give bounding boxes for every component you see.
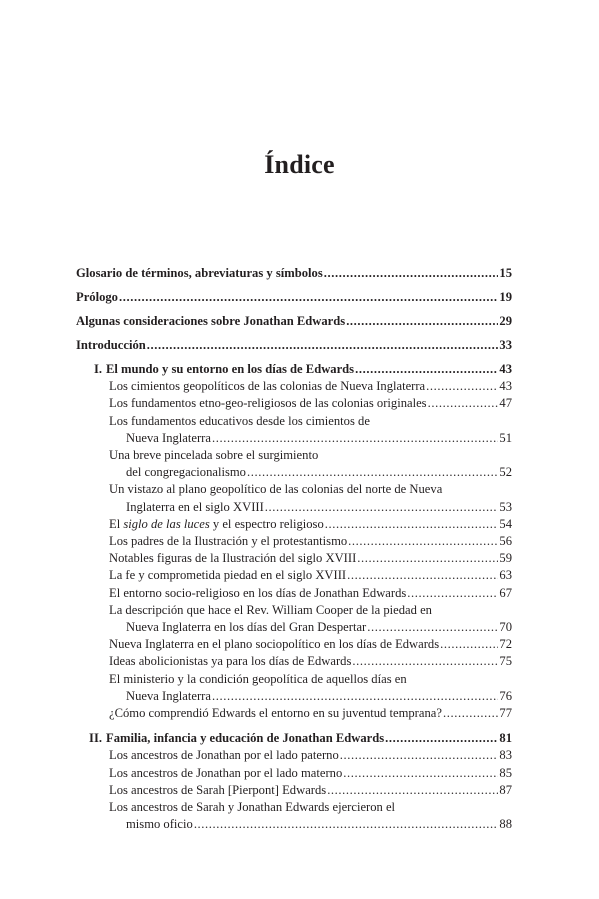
dot-leader xyxy=(355,361,498,378)
toc-page-number: 51 xyxy=(499,430,512,445)
dot-leader xyxy=(343,765,498,782)
italic-term: siglo de las luces xyxy=(123,516,210,531)
toc-page-number: 56 xyxy=(499,534,512,549)
dot-leader xyxy=(324,265,499,282)
toc-subentry: El siglo de las luces y el espectro religioso ..... 54 xyxy=(76,516,512,533)
toc-page-number: 81 xyxy=(499,731,512,746)
dot-leader xyxy=(348,533,498,550)
toc-subentry-line2: mismo oficio ..... 88 xyxy=(76,816,512,833)
dot-leader xyxy=(194,816,499,833)
toc-subentry-line1: Los fundamentos educativos desde los cimientos de xyxy=(109,413,370,428)
dot-leader xyxy=(428,395,499,412)
toc-page-number: 47 xyxy=(499,396,512,411)
toc-page-number: 75 xyxy=(499,654,512,669)
dot-leader xyxy=(407,585,498,602)
page-title: Índice xyxy=(264,150,335,179)
dot-leader xyxy=(357,550,498,567)
chapter-number: II. xyxy=(89,731,102,746)
dot-leader xyxy=(247,464,498,481)
toc-entry-label: Introducción xyxy=(76,338,146,352)
toc-entry-consideraciones xyxy=(76,313,512,330)
toc-entry-label: Glosario de términos, abreviaturas y símbolos xyxy=(76,266,323,280)
dot-leader xyxy=(347,567,498,584)
toc-subentry: Los ancestros de Jonathan por el lado paterno ..... 83 xyxy=(76,747,512,764)
toc-page-number: 59 xyxy=(499,551,512,566)
toc-page-number: 43 xyxy=(499,379,512,394)
toc-subentry-line1: Los ancestros de Sarah y Jonathan Edwards ejercieron el xyxy=(109,800,396,815)
dot-leader xyxy=(443,705,498,722)
toc-subentry: Los cimientos geopolíticos de las colonias de Nueva Inglaterra ..... 43 xyxy=(76,378,512,395)
toc-subentry-line2: Nueva Inglaterra ..... 76 xyxy=(76,688,512,705)
dot-leader xyxy=(340,747,499,764)
toc-page-number: 63 xyxy=(499,568,512,583)
toc-subentry: Los ancestros de Jonathan por el lado materno ..... 85 xyxy=(76,765,512,782)
toc-subentry: El entorno socio-religioso en los días de Jonathan Edwards ..... 67 xyxy=(76,585,512,602)
toc-subentry-line1: Una breve pincelada sobre el surgimiento xyxy=(109,448,319,463)
dot-leader xyxy=(212,430,498,447)
toc-entry-introduccion xyxy=(76,337,512,354)
dot-leader xyxy=(385,730,498,747)
toc-subentry: Los padres de la Ilustración y el protestantismo ..... 56 xyxy=(76,533,512,550)
toc-page-number: 83 xyxy=(499,748,512,763)
toc-subentry-line2: Nueva Inglaterra ..... 51 xyxy=(76,430,512,447)
dot-leader xyxy=(440,636,498,653)
toc-subentry-line2: Inglaterra en el siglo XVIII ..... 53 xyxy=(76,499,512,516)
toc-chapter-1 xyxy=(76,361,512,378)
dot-leader xyxy=(265,499,499,516)
toc-entry-label: Algunas consideraciones sobre Jonathan Edwards xyxy=(76,314,346,328)
dot-leader xyxy=(119,289,498,306)
dot-leader xyxy=(212,688,498,705)
toc-page-number: 88 xyxy=(499,817,512,832)
toc-entry-label: Prólogo xyxy=(76,290,118,304)
toc-subentry-line1: El ministerio y la condición geopolítica de aquellos días en xyxy=(109,671,407,686)
dot-leader xyxy=(147,337,499,354)
toc-page-number: 76 xyxy=(499,688,512,703)
table-of-contents xyxy=(76,265,512,833)
chapter-title: Familia, infancia y educación de Jonathan Edwards xyxy=(106,731,385,746)
toc-subentry: Los ancestros de Sarah [Pierpont] Edwards ..... 87 xyxy=(76,782,512,799)
dot-leader xyxy=(325,516,499,533)
toc-subentry-line2: Nueva Inglaterra en los días del Gran Despertar ..... 70 xyxy=(76,619,512,636)
toc-page-number: 67 xyxy=(499,585,512,600)
chapter-title: El mundo y su entorno en los días de Edwards xyxy=(106,362,355,376)
toc-subentry: Ideas abolicionistas ya para los días de Edwards ..... 75 xyxy=(76,653,512,670)
toc-page-number: 87 xyxy=(499,782,512,797)
toc-page-number: 52 xyxy=(499,465,512,480)
toc-page-number: 54 xyxy=(499,516,512,531)
chapter-number: I. xyxy=(93,362,102,376)
dot-leader xyxy=(352,653,498,670)
dot-leader xyxy=(367,619,498,636)
dot-leader xyxy=(346,313,498,330)
toc-subentry-line1: La descripción que hace el Rev. William Cooper de la piedad en xyxy=(109,602,432,617)
toc-page-number: 33 xyxy=(499,338,512,352)
toc-subentry: Nueva Inglaterra en el plano sociopolítico en los días de Edwards ..... 72 xyxy=(76,636,512,653)
toc-subentry-line2: del congregacionalismo ..... 52 xyxy=(76,464,512,481)
dot-leader xyxy=(327,782,498,799)
toc-page-number: 77 xyxy=(499,706,512,721)
toc-subentry: La fe y comprometida piedad en el siglo XVIII ..... 63 xyxy=(76,567,512,584)
toc-page-number: 15 xyxy=(499,266,512,280)
toc-chapter-2 xyxy=(76,730,512,747)
toc-page-number: 72 xyxy=(499,637,512,652)
toc-page-number: 70 xyxy=(499,620,512,635)
toc-subentry-line1: Un vistazo al plano geopolítico de las colonias del norte de Nueva xyxy=(109,482,443,497)
toc-subentry: Notables figuras de la Ilustración del siglo XVIII ..... 59 xyxy=(76,550,512,567)
toc-page-number: 53 xyxy=(499,499,512,514)
toc-entry-glosario xyxy=(76,265,512,282)
toc-page-number: 85 xyxy=(499,765,512,780)
dot-leader xyxy=(426,378,498,395)
toc-subentry: Los fundamentos etno-geo-religiosos de las colonias originales ..... 47 xyxy=(76,395,512,412)
toc-subentry: ¿Cómo comprendió Edwards el entorno en su juventud temprana? ..... 77 xyxy=(76,705,512,722)
toc-page-number: 43 xyxy=(499,362,512,376)
toc-entry-prologo xyxy=(76,289,512,306)
toc-page-number: 19 xyxy=(499,290,512,304)
toc-page-number: 29 xyxy=(499,314,512,328)
